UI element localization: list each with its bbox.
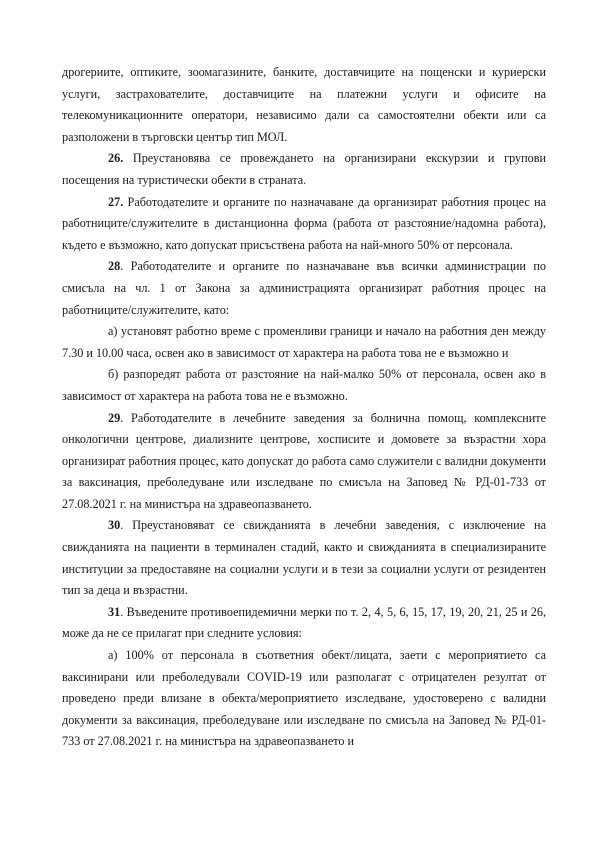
paragraph-25-continuation [62, 62, 546, 148]
paragraph-text: дрогериите, оптиките, зоомагазините, банките, доставчиците на пощенски и куриерски услуги, застрахователите, доставчиците на платежни услуги и офисите на телекомуникационните оператори, независимо дали са самостоятелни обекти или са разположени в търговски център тип МОЛ. [62, 65, 546, 144]
paragraph-27 [62, 192, 546, 257]
paragraph-text: а) 100% от персонала в съответния обект/лицата, заети с мероприятието са ваксинирани или преболедували COVID-19 или разполагат с отрицателен резултат от проведено преди влизане в обекта/мероприятието изследване, удостоверено с валидни документи за ваксинация, преболедуване или изследване по смисъла на Заповед № РД-01-733 от 27.08.2021 г. на министъра на здравеопазването и [62, 648, 546, 749]
paragraph-29 [62, 408, 546, 516]
paragraph-26 [62, 148, 546, 191]
paragraph-31 [62, 602, 546, 645]
paragraph-31-a [62, 645, 546, 753]
paragraph-number: 26. [108, 151, 124, 166]
paragraph-28-b [62, 364, 546, 407]
paragraph-number: 30 [108, 518, 121, 533]
paragraph-text: б) разпоредят работа от разстояние на най-малко 50% от персонала, освен ако в зависимост от характера на работа това не е възможно. [62, 367, 546, 403]
paragraph-number: 28 [108, 259, 121, 274]
paragraph-text: Работодателите и органите по назначаване да организират работния процес на работниците/служителите в дистанционна форма (работа от разстояние/надомна работа), където е възможно, като допускат присъствена работа на най-много 50% от персонала. [62, 194, 547, 252]
paragraph-text: Преустановява се провеждането на организирани екскурзии и групови посещения на туристически обекти в страната. [62, 151, 547, 187]
paragraph-number: 29 [108, 410, 121, 425]
paragraph-number: 27. [108, 194, 124, 209]
paragraph-text: . Въведените противоепидемични мерки по т. 2, 4, 5, 6, 15, 17, 19, 20, 21, 25 и 26, може да не се прилагат при следните условия: [62, 604, 546, 641]
paragraph-text: . Работодателите и органите по назначаване във всички администрации по смисъла на чл. 1 от Закона за администрацията организират работния процес на работниците/служителите, като: [62, 259, 546, 317]
document-page [62, 62, 546, 753]
paragraph-text: . Преустановяват се свижданията в лечебни заведения, с изключение на свижданията на пациенти в терминален стадий, както и свижданията в специализираните институции за предоставяне на социални услуги и в тези за социални услуги от резидентен тип за деца и възрастни. [62, 518, 546, 598]
paragraph-28 [62, 256, 546, 321]
paragraph-number: 31 [108, 604, 121, 619]
paragraph-text: а) установят работно време с променливи граници и начало на работния ден между 7.30 и 10.00 часа, освен ако в зависимост от характера на работа това не е възможно и [62, 324, 546, 360]
paragraph-30 [62, 515, 546, 601]
paragraph-text: . Работодателите в лечебните заведения за болнична помощ, комплексните онкологични центрове, диализните центрове, хосписите и домовете за възрастни хора организират работния процес, като допускат до работа само служители с валидни документи за ваксинация, преболедуване или изследване по смисъла на Заповед № РД-01-733 от 27.08.2021 г. на министъра на здравеопазването. [62, 410, 546, 511]
paragraph-28-a [62, 321, 546, 364]
